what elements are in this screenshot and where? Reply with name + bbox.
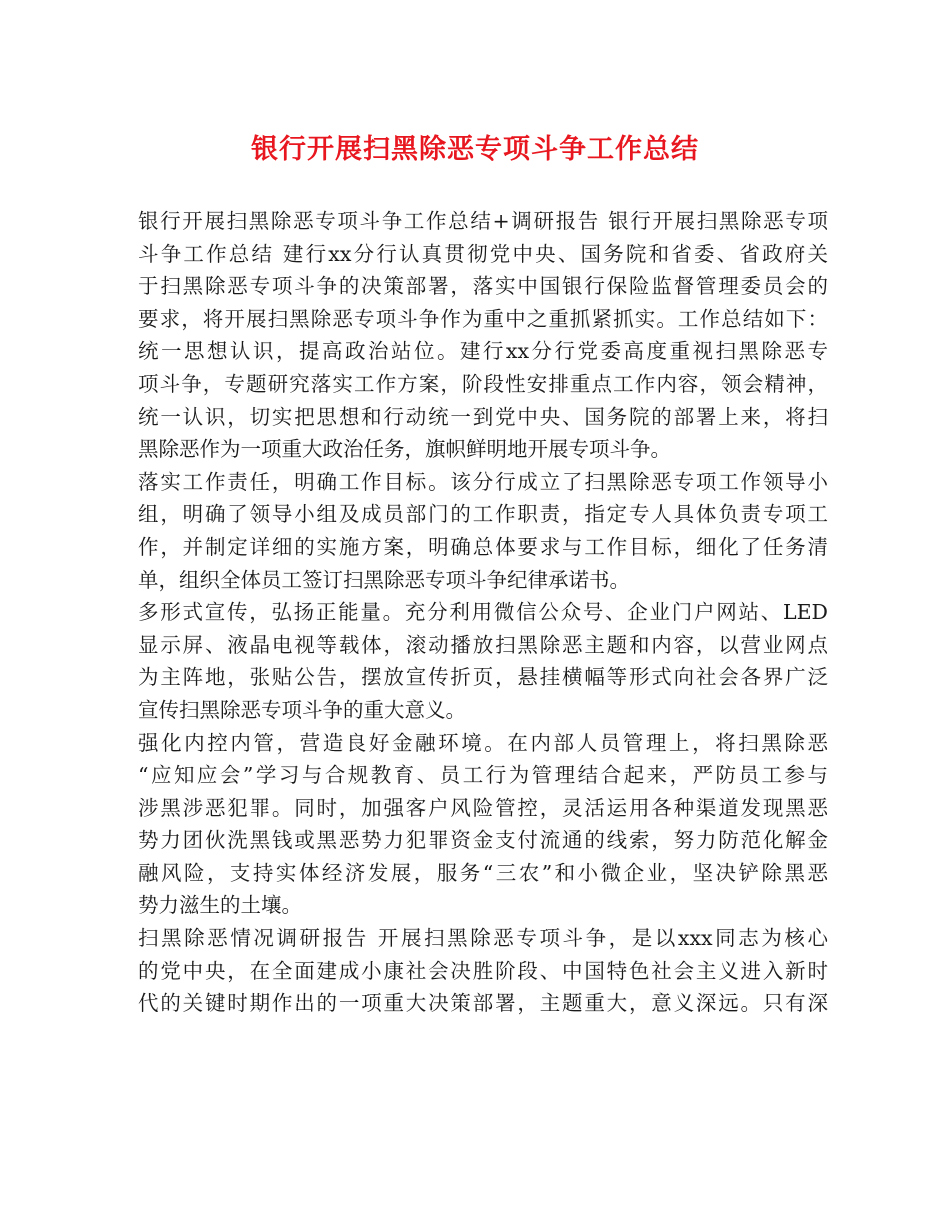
text-line: 涉黑涉恶犯罪。同时，加强客户风险管控，灵活运用各种渠道发现黑恶 bbox=[138, 795, 828, 820]
text-line: 势力滋生的土壤。 bbox=[138, 893, 302, 918]
text-line: 作，并制定详细的实施方案，明确总体要求与工作目标，细化了任务清 bbox=[138, 534, 828, 559]
paragraph-5 bbox=[138, 922, 828, 1020]
text-line: 扫黑除恶情况调研报告 开展扫黑除恶专项斗争，是以xxx同志为核心 bbox=[138, 926, 828, 951]
text-line: 的党中央，在全面建成小康社会决胜阶段、中国特色社会主义进入新时 bbox=[138, 958, 828, 983]
text-line: 势力团伙洗黑钱或黑恶势力犯罪资金支付流通的线索，努力防范化解金 bbox=[138, 828, 828, 853]
paragraph-4 bbox=[138, 727, 828, 923]
text-line: “应知应会”学习与合规教育、员工行为管理结合起来，严防员工参与 bbox=[138, 763, 828, 788]
text-line: 显示屏、液晶电视等载体，滚动播放扫黑除恶主题和内容，以营业网点 bbox=[138, 632, 828, 657]
text-line: 代的关键时期作出的一项重大决策部署，主题重大，意义深远。只有深 bbox=[138, 991, 828, 1016]
text-line: 组，明确了领导小组及成员部门的工作职责，指定专人具体负责专项工 bbox=[138, 502, 828, 527]
text-line: 斗争工作总结 建行xx分行认真贯彻党中央、国务院和省委、省政府关 bbox=[138, 241, 828, 266]
text-line: 统一思想认识，提高政治站位。建行xx分行党委高度重视扫黑除恶专 bbox=[138, 339, 828, 364]
paragraph-3 bbox=[138, 596, 828, 726]
text-line: 于扫黑除恶专项斗争的决策部署，落实中国银行保险监督管理委员会的 bbox=[138, 274, 828, 299]
text-line: 强化内控内管，营造良好金融环境。在内部人员管理上，将扫黑除恶 bbox=[138, 730, 828, 755]
text-line: 黑除恶作为一项重大政治任务，旗帜鲜明地开展专项斗争。 bbox=[138, 437, 671, 462]
document-body bbox=[138, 205, 828, 1020]
paragraph-1 bbox=[138, 205, 828, 466]
document-title: 银行开展扫黑除恶专项斗争工作总结 bbox=[251, 134, 699, 165]
text-line: 宣传扫黑除恶专项斗争的重大意义。 bbox=[138, 697, 466, 722]
text-line: 要求，将开展扫黑除恶专项斗争作为重中之重抓紧抓实。工作总结如下： bbox=[138, 306, 828, 331]
text-line: 为主阵地，张贴公告，摆放宣传折页，悬挂横幅等形式向社会各界广泛 bbox=[138, 665, 828, 690]
paragraph-2 bbox=[138, 466, 828, 596]
text-line: 落实工作责任，明确工作目标。该分行成立了扫黑除恶专项工作领导小 bbox=[138, 469, 828, 494]
text-line: 单，组织全体员工签订扫黑除恶专项斗争纪律承诺书。 bbox=[138, 567, 630, 592]
text-line: 银行开展扫黑除恶专项斗争工作总结+调研报告 银行开展扫黑除恶专项 bbox=[138, 209, 828, 233]
text-line: 融风险，支持实体经济发展，服务“三农”和小微企业，坚决铲除黑恶 bbox=[138, 860, 828, 885]
text-line: 多形式宣传，弘扬正能量。充分利用微信公众号、企业门户网站、LED bbox=[138, 600, 828, 625]
text-line: 统一认识，切实把思想和行动统一到党中央、国务院的部署上来，将扫 bbox=[138, 404, 828, 429]
text-line: 项斗争，专题研究落实工作方案，阶段性安排重点工作内容，领会精神， bbox=[138, 371, 828, 396]
